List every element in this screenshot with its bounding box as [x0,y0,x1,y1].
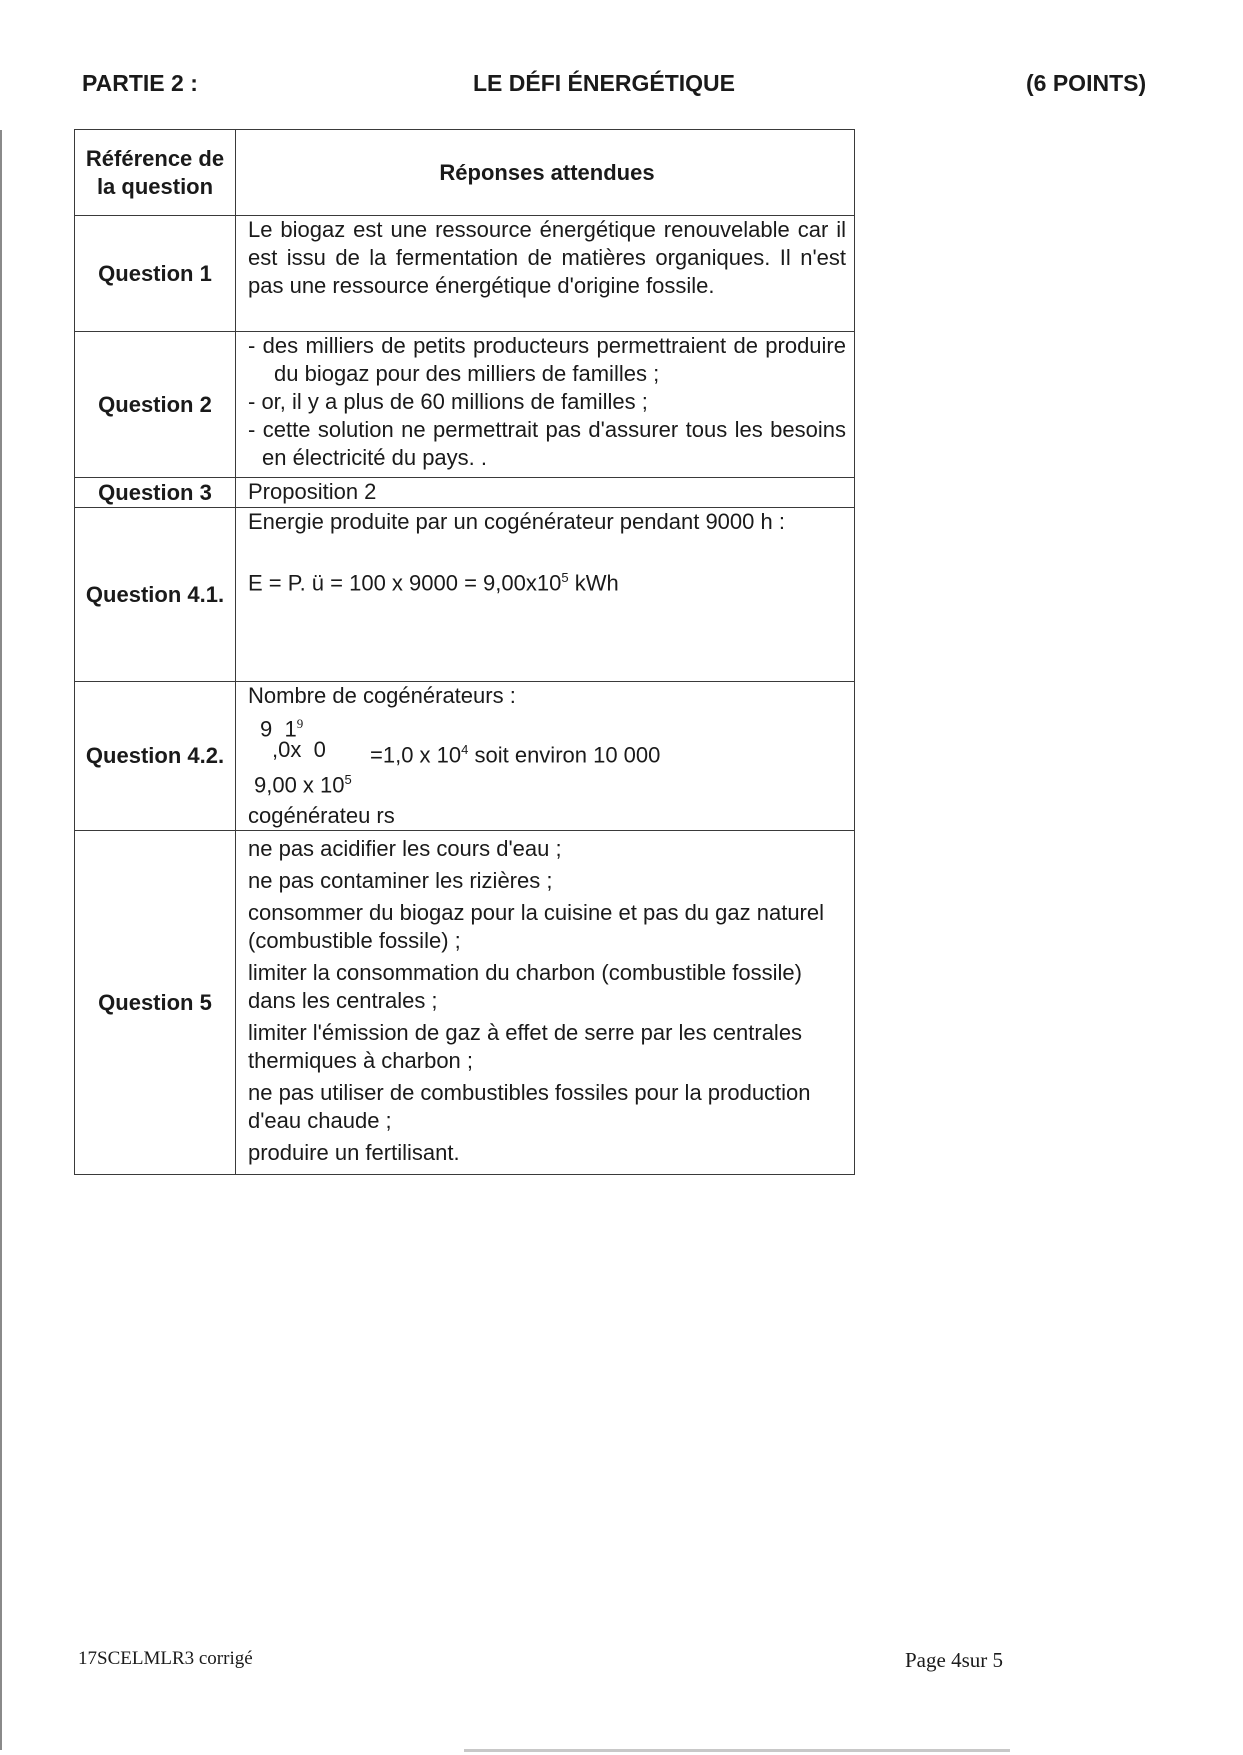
table-row [75,216,855,332]
fraction-numerator: 9 $1^9$ [260,716,304,742]
q41-formula-unit: kWh [568,570,619,596]
page-number: Page 4sur 5 [905,1648,1003,1672]
column-header-answers: Réponses attendues [236,130,855,216]
q1-ref: Question 1 [75,216,236,332]
table-row [75,332,855,478]
q5-ref: Question 5 [75,831,236,1175]
q2-answer [236,332,855,478]
points-label: (6 POINTS) [1026,70,1147,96]
page-edge-line [0,130,2,1750]
fraction-middle: ,0x 0 [272,737,326,762]
q3-answer [236,478,855,508]
q5-item: produire un fertilisant. [248,1140,460,1165]
q2-item: - or, il y a plus de 60 millions de familles ; [248,389,648,414]
q5-item: limiter la consommation du charbon (combustible fossile) dans les centrales ; [248,960,802,1013]
q3-ref: Question 3 [75,478,236,508]
q42-fraction [248,710,846,802]
q42-answer [236,682,855,831]
q2-item: - des milliers de petits producteurs permettraient de produire du biogaz pour des milliers de familles ; [248,333,846,386]
part-title: LE DÉFI ÉNERGÉTIQUE [473,70,735,96]
table-row [75,682,855,831]
q5-item: limiter l'émission de gaz à effet de serre par les centrales thermiques à charbon ; [248,1020,803,1073]
q1-answer [236,216,855,332]
document-code: 17SCELMLR3 corrigé [78,1648,253,1669]
table-row [75,831,855,1175]
q41-line1: Energie produite par un cogénérateur pendant 9000 h : [248,509,785,534]
q2-item: - cette solution ne permettrait pas d'assurer tous les besoins en électricité du pays. . [248,417,846,470]
fraction-result: =1,0 x $10^4$ soit environ 10 000 [370,742,661,768]
q3-text: Proposition 2 [248,479,377,504]
column-header-reference: Référence de la question [75,130,236,216]
part-label: PARTIE 2 : [82,70,198,96]
q41-formula-text: E = P. ü = 100 x 9000 = 9,00x10 [248,570,562,596]
answers-table [74,129,855,1175]
q42-line1: Nombre de cogénérateurs : [248,683,516,708]
q41-answer [236,508,855,682]
table-row [75,508,855,682]
q2-ref: Question 2 [75,332,236,478]
q5-item: ne pas contaminer les rizières ; [248,868,553,893]
q5-item: ne pas acidifier les cours d'eau ; [248,836,562,861]
q5-item: ne pas utiliser de combustibles fossiles pour la production d'eau chaude ; [248,1080,811,1133]
q41-formula-exp: 5 [561,570,569,585]
q42-ref: Question 4.2. [75,682,236,831]
table-row [75,478,855,508]
bottom-rule [464,1749,1010,1752]
fraction-denominator: 9,00 x $10^5$ [254,772,352,798]
q41-formula [248,564,846,597]
q5-answer [236,831,855,1175]
table-header-row [75,130,855,216]
q5-item: consommer du biogaz pour la cuisine et pas du gaz naturel (combustible fossile) ; [248,900,825,953]
q1-text: Le biogaz est une ressource énergétique renouvelable car il est issu de la fermentation de matières organiques. Il n'est pas une ressource énergétique d'origine fossile. [248,217,846,298]
q42-last-line: cogénérateu rs [248,803,395,828]
q41-ref: Question 4.1. [75,508,236,682]
